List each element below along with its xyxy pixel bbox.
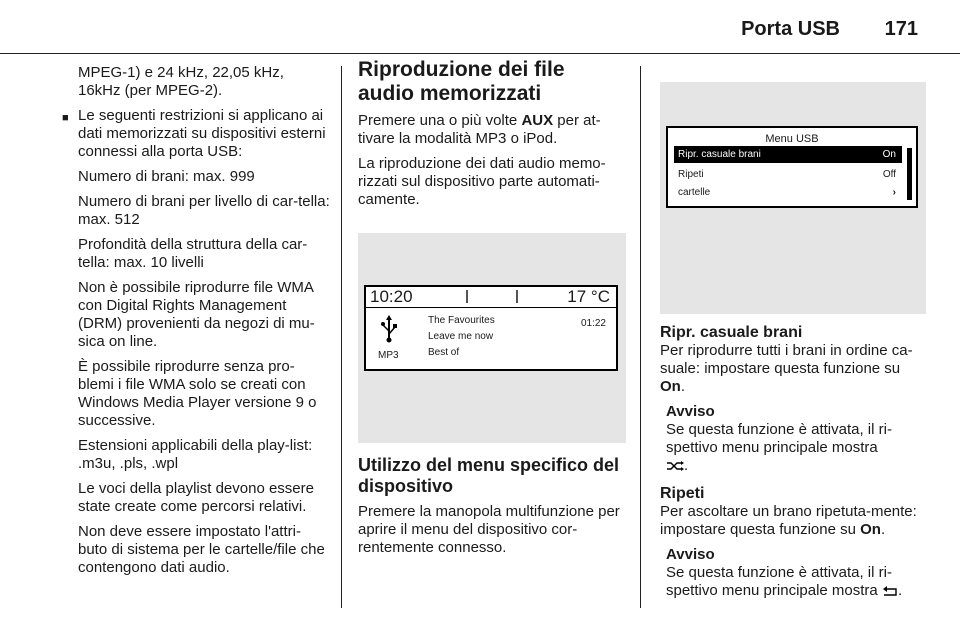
- repeat-paragraph: [660, 503, 926, 539]
- restriction-item: Numero di brani per livello di car-tella: max. 512: [78, 193, 330, 228]
- shuffle-note: [660, 403, 926, 475]
- restriction-item: Non è possibile riprodurre file WMA con Digital Rights Management (DRM) provenienti da negozi di mu-sica on line.: [78, 279, 315, 350]
- column-divider: [341, 66, 342, 608]
- playback-paragraph: La riproduzione dei dati audio memo-rizzati sul dispositivo parte automati-camente.: [358, 155, 606, 208]
- aux-text-before: Premere una o più volte: [358, 112, 522, 129]
- column-left: [62, 64, 330, 584]
- menu-row-shuffle: [674, 146, 902, 163]
- menu-row-value: Off: [882, 169, 896, 180]
- section-heading: Riproduzione dei file audio memorizzati: [358, 58, 565, 105]
- restriction-item: Estensioni applicabili della play-list: .m3u, .pls, .wpl: [78, 437, 313, 472]
- page-number: 171: [884, 18, 918, 40]
- shuffle-value: On: [660, 378, 681, 395]
- aux-button-label: AUX: [521, 112, 554, 129]
- chevron-right-icon: ›: [892, 187, 896, 198]
- restriction-item: Profondità della struttura della car-tella: max. 10 livelli: [78, 236, 308, 271]
- note-end: .: [897, 582, 903, 599]
- source-label: MP3: [378, 350, 399, 361]
- track-line: Leave me now: [428, 331, 494, 342]
- status-separator: [466, 290, 468, 303]
- header-divider: [0, 53, 960, 54]
- restriction-item: Numero di brani: max. 999: [78, 168, 255, 185]
- page-header: [0, 0, 960, 50]
- repeat-text: Per ascoltare un brano ripetuta-mente: impostare questa funzione su: [660, 503, 917, 538]
- repeat-value: On: [860, 521, 881, 538]
- shuffle-text: Per riprodurre tutti i brani in ordine ca-suale: impostare questa funzione su: [660, 342, 913, 377]
- note-title: Avviso: [666, 403, 715, 420]
- bullet-square-icon: ■: [62, 112, 69, 124]
- column-middle: [358, 58, 626, 564]
- track-line: Best of: [428, 347, 460, 358]
- display-time: 10:20: [370, 287, 413, 306]
- aux-paragraph: [358, 112, 626, 148]
- note-text: [666, 564, 926, 600]
- display-status-bar: [366, 287, 616, 308]
- bullet-item: [62, 107, 330, 161]
- note-body: Se questa funzione è attivata, il ri-spettivo menu principale mostra: [666, 421, 892, 456]
- menu-scrollbar: [907, 148, 912, 200]
- menu-row-value: On: [882, 149, 896, 160]
- menu-row-repeat: [674, 166, 902, 183]
- column-right: [660, 82, 926, 610]
- display-figure: [358, 233, 626, 443]
- shuffle-heading: Ripr. casuale brani: [660, 324, 803, 341]
- menu-row-folders: [674, 184, 902, 201]
- menu-title: Menu USB: [765, 133, 819, 145]
- column-divider: [640, 66, 641, 608]
- menu-paragraph: Premere la manopola multifunzione per aprire il menu del dispositivo cor-rentemente connesso.: [358, 503, 620, 556]
- section-heading-menu: Utilizzo del menu specifico del dispositivo: [358, 455, 620, 496]
- restriction-item: Le voci della playlist devono essere state create come percorsi relativi.: [78, 480, 314, 515]
- usb-menu-display: [666, 126, 918, 208]
- repeat-after: .: [880, 521, 886, 538]
- display-temperature: 17 °C: [567, 287, 610, 306]
- track-line: The Favourites: [428, 315, 495, 326]
- restriction-item: Non deve essere impostato l'attri-buto di sistema per le cartelle/file che contengono dati audio.: [78, 523, 325, 576]
- menu-row-label: cartelle: [678, 187, 711, 198]
- repeat-note: [660, 546, 926, 600]
- page-title: Porta USB: [741, 18, 840, 40]
- menu-row-label: Ripr. casuale brani: [678, 149, 761, 160]
- shuffle-icon: [666, 460, 684, 472]
- menu-row-label: Ripeti: [678, 169, 704, 180]
- note-title: Avviso: [666, 546, 715, 563]
- status-separator: [516, 290, 518, 303]
- radio-display: [364, 285, 618, 371]
- aux-text-after: per at-tivare la modalità MP3 o iPod.: [358, 112, 601, 147]
- usb-icon: [380, 315, 398, 343]
- track-duration: 01:22: [580, 318, 606, 329]
- note-end: .: [684, 457, 689, 474]
- repeat-icon: [882, 585, 898, 597]
- shuffle-paragraph: [660, 342, 926, 396]
- bullet-text: Le seguenti restrizioni si applicano ai dati memorizzati su dispositivi esterni connessi alla porta USB:: [78, 107, 326, 160]
- note-text: [666, 421, 926, 475]
- repeat-heading: Ripeti: [660, 485, 705, 502]
- menu-figure: [660, 82, 926, 314]
- restriction-item: È possibile riprodurre senza pro-blemi i file WMA solo se creati con Windows Media Player versione 9 o successive.: [78, 358, 317, 429]
- note-body: Se questa funzione è attivata, il ri-spettivo menu principale mostra: [666, 564, 892, 599]
- intro-text: MPEG-1) e 24 kHz, 22,05 kHz, 16kHz (per MPEG-2).: [78, 64, 284, 99]
- shuffle-after: .: [680, 378, 686, 395]
